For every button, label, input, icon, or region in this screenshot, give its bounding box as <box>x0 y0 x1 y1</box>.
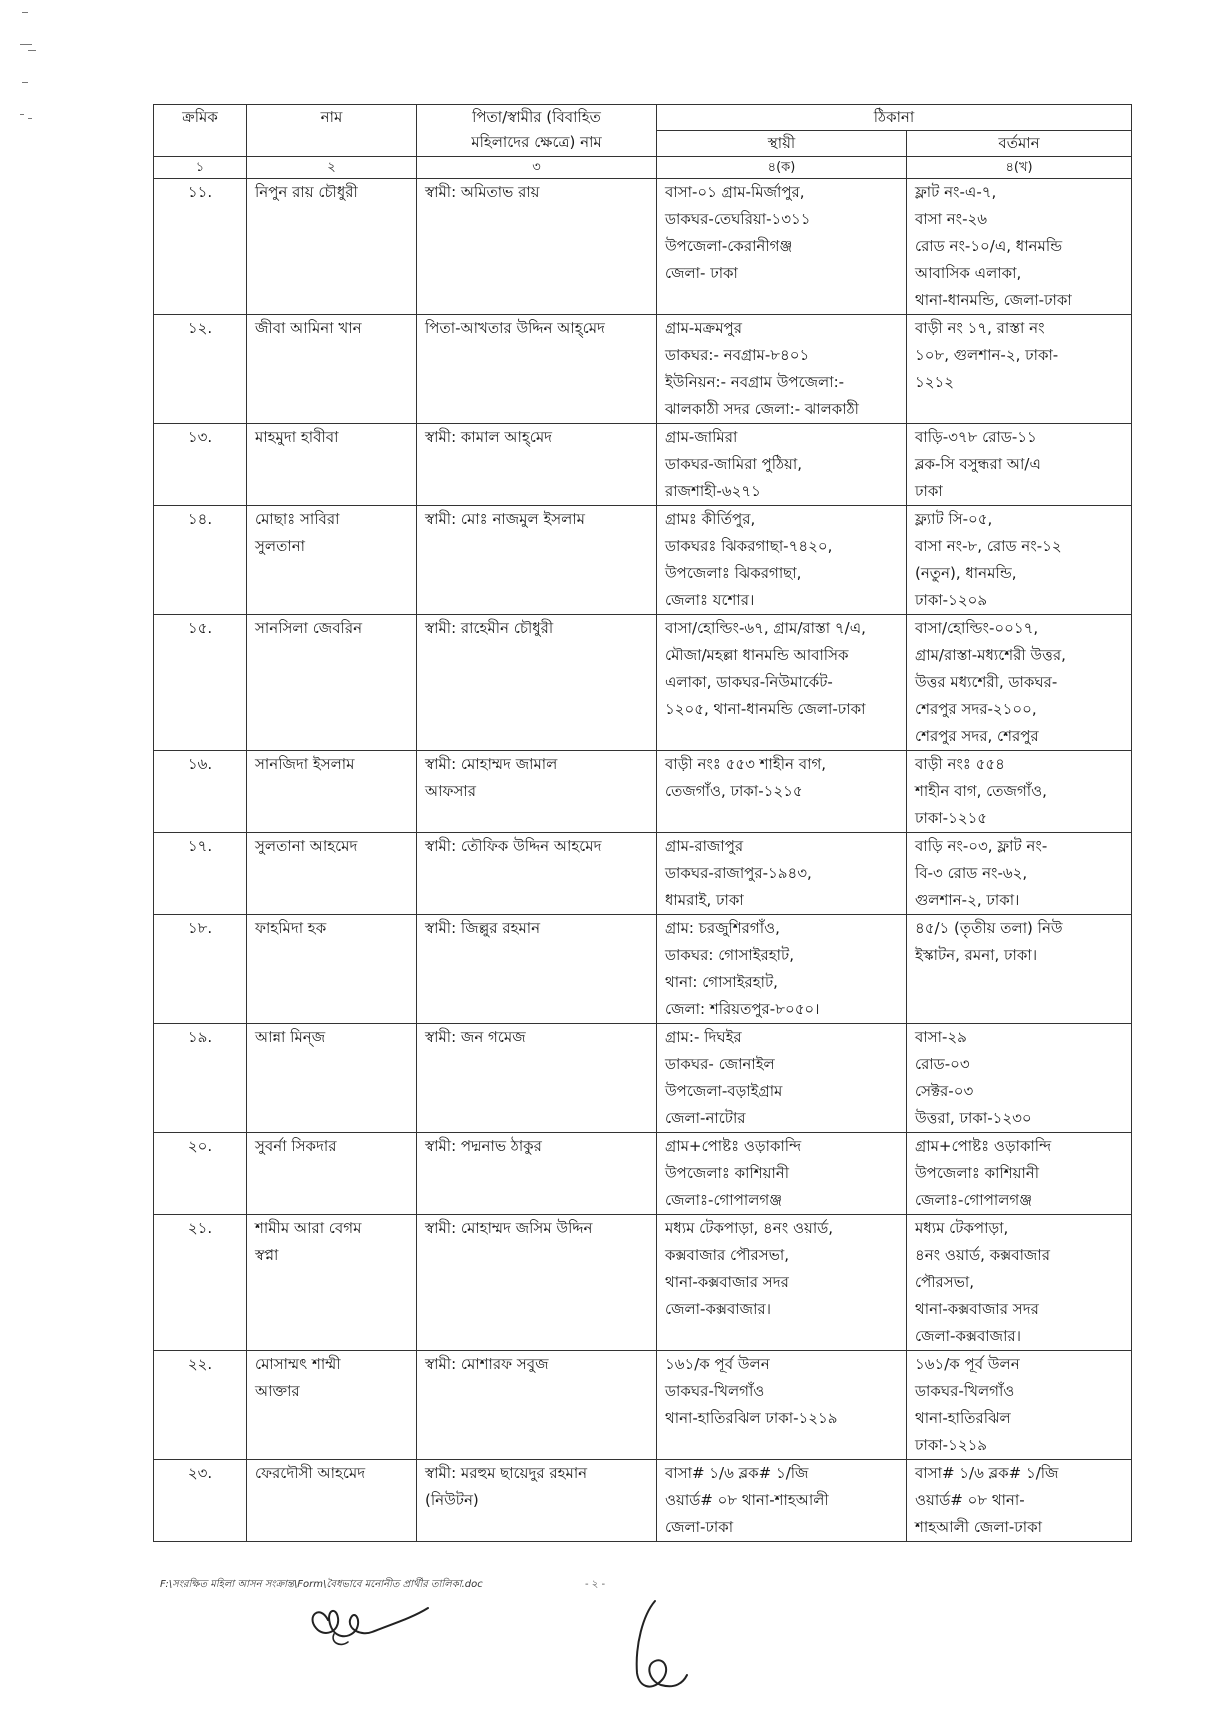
cell-line: ঢাকা-১২১৯ <box>915 1436 988 1454</box>
cell-serial: ১২. <box>154 315 247 424</box>
cell-name <box>247 179 417 315</box>
cell-father-husband <box>417 179 657 315</box>
cell-permanent-address <box>657 1024 907 1133</box>
signature-left <box>300 1590 440 1660</box>
cell-line: মধ্যম টেকপাড়া, <box>915 1219 1009 1237</box>
cell-father-husband <box>417 1024 657 1133</box>
cell-line: সুলতানা আহমেদ <box>255 837 358 855</box>
cell-present-address <box>907 833 1132 915</box>
cell-father-husband <box>417 315 657 424</box>
cell-present-address <box>907 506 1132 615</box>
cell-line: বাসা নং-৮, রোড নং-১২ <box>915 537 1062 555</box>
cell-serial: ১৯. <box>154 1024 247 1133</box>
cell-name <box>247 424 417 506</box>
header-address: ঠিকানা <box>657 105 1132 131</box>
cell-line: এলাকা, ডাকঘর-নিউমার্কেট- <box>665 673 833 691</box>
cell-line: জেলাঃ যশোর। <box>665 591 755 609</box>
cell-line: জেলা-কক্সবাজার। <box>665 1300 772 1318</box>
cell-line: (নিউটন) <box>425 1491 479 1509</box>
cell-present-address <box>907 1460 1132 1542</box>
footer-file-path: F:\সংরক্ষিত মহিলা আসন সংক্রান্ত\Form\বৈধভাবে মনোনীত প্রার্থীর তালিকা.doc <box>160 1579 483 1590</box>
cell-line: স্বামী: মরহুম ছায়েদুর রহমান <box>425 1464 588 1482</box>
cell-line: ব্লক-সি বসুন্ধরা আ/এ <box>915 455 1041 473</box>
column-number: ৪(খ) <box>907 157 1132 179</box>
cell-line: ১৬১/ক পূর্ব উলন <box>915 1355 1020 1373</box>
cell-line: ফাহমিদা হক <box>255 919 327 937</box>
column-number: ২ <box>247 157 417 179</box>
cell-line: রাজশাহী-৬২৭১ <box>665 482 761 500</box>
cell-line: সেক্টর-০৩ <box>915 1082 974 1100</box>
cell-permanent-address <box>657 915 907 1024</box>
cell-line: ১২০৫, থানা-ধানমন্ডি জেলা-ঢাকা <box>665 700 866 718</box>
table-row <box>154 833 1132 915</box>
cell-line: মোছাঃ সাবিরা <box>255 510 340 528</box>
cell-permanent-address <box>657 1460 907 1542</box>
cell-line: স্বামী: মোশারফ সবুজ <box>425 1355 549 1373</box>
cell-line: সানজিদা ইসলাম <box>255 755 355 773</box>
cell-father-husband <box>417 915 657 1024</box>
cell-father-husband <box>417 1133 657 1215</box>
column-number: ৪(ক) <box>657 157 907 179</box>
cell-permanent-address <box>657 833 907 915</box>
cell-line: ডাকঘর:- নবগ্রাম-৮৪০১ <box>665 346 810 364</box>
cell-line: জেলা-ঢাকা <box>665 1518 734 1536</box>
cell-line: পিতা-আখতার উদ্দিন আহ্‌মেদ <box>425 319 605 337</box>
cell-line: শেরপুর সদর, শেরপুর <box>915 727 1039 745</box>
cell-permanent-address <box>657 179 907 315</box>
header-permanent: স্থায়ী <box>657 131 907 157</box>
cell-line: বাসা# ১/৬ ব্লক# ১/জি <box>665 1464 809 1482</box>
cell-line: স্বামী: মোঃ নাজমুল ইসলাম <box>425 510 586 528</box>
cell-line: উত্তরা, ঢাকা-১২৩০ <box>915 1109 1032 1127</box>
cell-present-address <box>907 615 1132 751</box>
cell-line: গ্রাম/রাস্তা-মধ্যশেরী উত্তর, <box>915 646 1066 664</box>
cell-line: গ্রাম-মক্রমপুর <box>665 319 742 337</box>
table-row <box>154 315 1132 424</box>
cell-name <box>247 1351 417 1460</box>
cell-line: স্বামী: রাহেমীন চৌধুরী <box>425 619 554 637</box>
cell-line: উত্তর মধ্যশেরী, ডাকঘর- <box>915 673 1058 691</box>
cell-line: নিপুন রায় চৌধুরী <box>255 183 358 201</box>
header-row <box>154 105 1132 131</box>
cell-line: আক্তার <box>255 1382 300 1400</box>
cell-line: (নতুন), ধানমন্ডি, <box>915 564 1017 582</box>
cell-line: ৪৫/১ (তৃতীয় তলা) নিউ <box>915 919 1063 937</box>
cell-line: ডাকঘর-রাজাপুর-১৯৪৩, <box>665 864 812 882</box>
cell-line: ডাকঘর-খিলগাঁও <box>665 1382 765 1400</box>
cell-line: থানা-ধানমন্ডি, জেলা-ঢাকা <box>915 291 1072 309</box>
table-row <box>154 1351 1132 1460</box>
cell-line: সানসিলা জেবরিন <box>255 619 363 637</box>
cell-line: ইউনিয়ন:- নবগ্রাম উপজেলা:- <box>665 373 845 391</box>
header-serial: ক্রমিক <box>154 105 247 157</box>
cell-name <box>247 833 417 915</box>
table-row <box>154 915 1132 1024</box>
cell-line: ফ্ল্যাট সি-০৫, <box>915 510 993 528</box>
cell-line: বাসা নং-২৬ <box>915 210 988 228</box>
cell-line: ঢাকা-১২০৯ <box>915 591 988 609</box>
cell-line: বাসা/হোল্ডিং-০০১৭, <box>915 619 1039 637</box>
cell-present-address <box>907 915 1132 1024</box>
cell-serial: ১৪. <box>154 506 247 615</box>
cell-line: উপজেলা-বড়াইগ্রাম <box>665 1082 783 1100</box>
scan-margin-marks <box>18 10 48 120</box>
cell-line: শেরপুর সদর-২১০০, <box>915 700 1037 718</box>
cell-line: স্বামী: কামাল আহ্‌মেদ <box>425 428 553 446</box>
cell-line: স্বামী: তৌফিক উদ্দিন আহমেদ <box>425 837 602 855</box>
cell-line: জেলা: শরিয়তপুর-৮০৫০। <box>665 1000 820 1018</box>
cell-name <box>247 1460 417 1542</box>
cell-line: জেলা-কক্সবাজার। <box>915 1327 1022 1345</box>
cell-line: শাহআলী জেলা-ঢাকা <box>915 1518 1042 1536</box>
cell-line: ডাকঘরঃ ঝিকরগাছা-৭৪২০, <box>665 537 833 555</box>
cell-line: সুলতানা <box>255 537 305 555</box>
cell-line: আফসার <box>425 782 476 800</box>
cell-line: গ্রামঃ কীর্তিপুর, <box>665 510 756 528</box>
cell-line: গ্রাম+পোষ্টঃ ওড়াকান্দি <box>665 1137 802 1155</box>
cell-line: ১০৮, গুলশান-২, ঢাকা- <box>915 346 1059 364</box>
cell-line: কক্সবাজার পৌরসভা, <box>665 1246 790 1264</box>
cell-line: থানা: গোসাইরহাট, <box>665 973 778 991</box>
cell-father-husband <box>417 1351 657 1460</box>
cell-line: বাড়ি-৩৭৮ রোড-১১ <box>915 428 1037 446</box>
table-row <box>154 179 1132 315</box>
cell-line: থানা-কক্সবাজার সদর <box>665 1273 789 1291</box>
cell-line: ডাকঘর-তেঘরিয়া-১৩১১ <box>665 210 811 228</box>
cell-line: জেলাঃ-গোপালগঞ্জ <box>665 1191 783 1209</box>
table-row <box>154 506 1132 615</box>
cell-line: মাহমুদা হাবীবা <box>255 428 339 446</box>
cell-permanent-address <box>657 315 907 424</box>
cell-line: ডাকঘর-জামিরা পুঠিয়া, <box>665 455 803 473</box>
cell-line: তেজগাঁও, ঢাকা-১২১৫ <box>665 782 803 800</box>
cell-serial: ১৭. <box>154 833 247 915</box>
cell-permanent-address <box>657 615 907 751</box>
cell-line: জীবা আমিনা খান <box>255 319 362 337</box>
cell-present-address <box>907 179 1132 315</box>
header-father-husband: পিতা/স্বামীর (বিবাহিত মহিলাদের ক্ষেত্রে) নাম <box>417 105 657 157</box>
cell-present-address <box>907 1351 1132 1460</box>
cell-present-address <box>907 1133 1132 1215</box>
cell-line: ধামরাই, ঢাকা <box>665 891 744 909</box>
cell-line: ঢাকা <box>915 482 943 500</box>
table-row <box>154 1215 1132 1351</box>
cell-line: থানা-হাতিরঝিল ঢাকা-১২১৯ <box>665 1409 838 1427</box>
cell-name <box>247 915 417 1024</box>
table-row <box>154 1133 1132 1215</box>
cell-present-address <box>907 751 1132 833</box>
cell-line: বাসা/হোল্ডিং-৬৭, গ্রাম/রাস্তা ৭/এ, <box>665 619 866 637</box>
cell-serial: ১৬. <box>154 751 247 833</box>
cell-line: ওয়ার্ড# ০৮ থানা-শাহআলী <box>665 1491 829 1509</box>
cell-line: উপজেলাঃ কাশিয়ানী <box>915 1164 1040 1182</box>
cell-present-address <box>907 315 1132 424</box>
cell-line: মোসাম্মৎ শাম্মী <box>255 1355 341 1373</box>
cell-line: মধ্যম টেকপাড়া, ৪নং ওয়ার্ড, <box>665 1219 834 1237</box>
cell-line: বাসা-২৯ <box>915 1028 967 1046</box>
cell-name <box>247 315 417 424</box>
cell-line: ১৬১/ক পূর্ব উলন <box>665 1355 770 1373</box>
cell-line: ৪নং ওয়ার্ড, কক্সবাজার <box>915 1246 1050 1264</box>
cell-father-husband <box>417 1460 657 1542</box>
cell-line: ঝালকাঠী সদর জেলা:- ঝালকাঠী <box>665 400 859 418</box>
cell-line: সুবর্না সিকদার <box>255 1137 337 1155</box>
cell-line: ডাকঘর- জোনাইল <box>665 1055 775 1073</box>
cell-line: গ্রাম: চরজুশিরগাঁও, <box>665 919 780 937</box>
cell-serial: ২০. <box>154 1133 247 1215</box>
cell-name <box>247 615 417 751</box>
cell-line: গ্রাম+পোষ্টঃ ওড়াকান্দি <box>915 1137 1052 1155</box>
cell-line: স্বামী: পদ্মনাভ ঠাকুর <box>425 1137 542 1155</box>
cell-line: থানা-হাতিরঝিল <box>915 1409 1011 1427</box>
cell-father-husband <box>417 506 657 615</box>
cell-line: শাহীন বাগ, তেজগাঁও, <box>915 782 1047 800</box>
cell-serial: ১৩. <box>154 424 247 506</box>
cell-line: শামীম আরা বেগম <box>255 1219 362 1237</box>
table-row <box>154 615 1132 751</box>
cell-name <box>247 1133 417 1215</box>
cell-permanent-address <box>657 424 907 506</box>
cell-line: ফ্লাট নং-এ-৭, <box>915 183 997 201</box>
cell-line: পৌরসভা, <box>915 1273 975 1291</box>
cell-line: রোড নং-১০/এ, ধানমন্ডি <box>915 237 1063 255</box>
signature-right <box>625 1595 705 1695</box>
cell-name <box>247 506 417 615</box>
cell-line: বাড়ী নংঃ ৫৫৩ শাহীন বাগ, <box>665 755 827 773</box>
table-row <box>154 1460 1132 1542</box>
cell-name <box>247 1215 417 1351</box>
cell-line: থানা-কক্সবাজার সদর <box>915 1300 1039 1318</box>
table-row <box>154 751 1132 833</box>
cell-line: স্বপ্না <box>255 1246 279 1264</box>
cell-line: বাড়ী নংঃ ৫৫৪ <box>915 755 1005 773</box>
candidate-table <box>153 104 1132 1542</box>
cell-father-husband <box>417 751 657 833</box>
cell-line: জেলা-নাটোর <box>665 1109 746 1127</box>
cell-line: ইস্কাটন, রমনা, ঢাকা। <box>915 946 1038 964</box>
cell-line: স্বামী: জন গমেজ <box>425 1028 526 1046</box>
cell-line: উপজেলাঃ ঝিকরগাছা, <box>665 564 802 582</box>
cell-present-address <box>907 424 1132 506</box>
cell-line: উপজেলাঃ কাশিয়ানী <box>665 1164 790 1182</box>
cell-permanent-address <box>657 506 907 615</box>
cell-line: গুলশান-২, ঢাকা। <box>915 891 1020 909</box>
cell-line: জেলাঃ-গোপালগঞ্জ <box>915 1191 1033 1209</box>
table-row <box>154 424 1132 506</box>
cell-serial: ২২. <box>154 1351 247 1460</box>
header-name: নাম <box>247 105 417 157</box>
cell-line: গ্রাম-জামিরা <box>665 428 738 446</box>
cell-line: স্বামী: অমিতাভ রায় <box>425 183 540 201</box>
cell-line: বাড়ী নং ১৭, রাস্তা নং <box>915 319 1045 337</box>
cell-line: ঢাকা-১২১৫ <box>915 809 988 827</box>
cell-line: গ্রাম-রাজাপুর <box>665 837 744 855</box>
cell-line: গ্রাম:- দিঘইর <box>665 1028 742 1046</box>
cell-permanent-address <box>657 1133 907 1215</box>
cell-serial: ২১. <box>154 1215 247 1351</box>
cell-permanent-address <box>657 1215 907 1351</box>
cell-line: বাসা-০১ গ্রাম-মির্জাপুর, <box>665 183 805 201</box>
table-row <box>154 1024 1132 1133</box>
column-number-row <box>154 157 1132 179</box>
cell-line: আবাসিক এলাকা, <box>915 264 1022 282</box>
cell-line: ফেরদৌসী আহমেদ <box>255 1464 366 1482</box>
header-present: বর্তমান <box>907 131 1132 157</box>
column-number: ১ <box>154 157 247 179</box>
cell-line: আন্না মিন্‌জ <box>255 1028 326 1046</box>
cell-line: বি-৩ রোড নং-৬২, <box>915 864 1028 882</box>
cell-line: বাড়ি নং-০৩, ফ্লাট নং- <box>915 837 1048 855</box>
cell-line: স্বামী: জিল্লুর রহমান <box>425 919 541 937</box>
cell-father-husband <box>417 615 657 751</box>
cell-name <box>247 751 417 833</box>
page-number: - ২ - <box>585 1579 606 1590</box>
cell-line: জেলা- ঢাকা <box>665 264 738 282</box>
cell-father-husband <box>417 1215 657 1351</box>
cell-serial: ১৮. <box>154 915 247 1024</box>
cell-line: ডাকঘর: গোসাইরহাট, <box>665 946 794 964</box>
cell-line: রোড-০৩ <box>915 1055 970 1073</box>
cell-line: বাসা# ১/৬ ব্লক# ১/জি <box>915 1464 1059 1482</box>
cell-permanent-address <box>657 751 907 833</box>
cell-line: ডাকঘর-খিলগাঁও <box>915 1382 1015 1400</box>
cell-line: ১২১২ <box>915 373 954 391</box>
cell-line: মৌজা/মহল্লা ধানমন্ডি আবাসিক <box>665 646 849 664</box>
cell-father-husband <box>417 424 657 506</box>
cell-line: ওয়ার্ড# ০৮ থানা- <box>915 1491 1025 1509</box>
cell-serial: ২৩. <box>154 1460 247 1542</box>
cell-serial: ১১. <box>154 179 247 315</box>
cell-name <box>247 1024 417 1133</box>
cell-permanent-address <box>657 1351 907 1460</box>
table-body <box>154 179 1132 1542</box>
cell-father-husband <box>417 833 657 915</box>
cell-present-address <box>907 1024 1132 1133</box>
cell-present-address <box>907 1215 1132 1351</box>
cell-line: স্বামী: মোহাম্মদ জসিম উদ্দিন <box>425 1219 593 1237</box>
cell-line: স্বামী: মোহাম্মদ জামাল <box>425 755 558 773</box>
column-number: ৩ <box>417 157 657 179</box>
cell-line: উপজেলা-কেরানীগঞ্জ <box>665 237 793 255</box>
cell-serial: ১৫. <box>154 615 247 751</box>
